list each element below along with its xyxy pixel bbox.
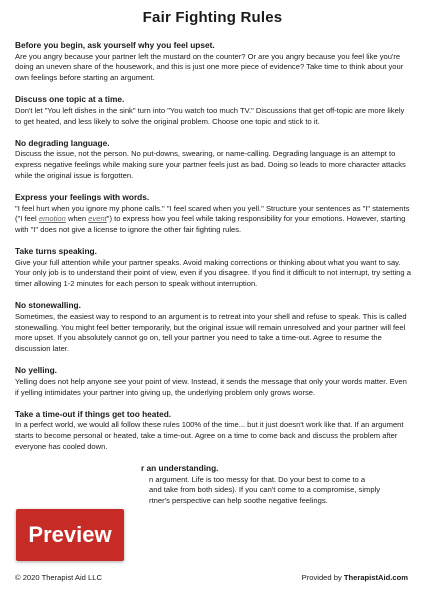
rule-heading: r an understanding. [141,462,219,473]
rule-body-text: when [65,214,89,224]
rule-body-line: n argument. Life is too messy for that. Do your best to come to a [149,474,366,484]
rule-heading: Take a time-out if things get too heated. [15,408,172,419]
rule-one-topic [15,94,412,127]
rule-ask-why [15,40,412,84]
footer-copyright: © 2020 Therapist Aid LLC [15,573,102,582]
footer-provided-by [302,573,408,582]
rule-body: Are you angry because your partner left the mustard on the counter? Or are you angry because you feel like you're doing an uneven share of the housework, and this is just one more piece of evidence? Take time to think about your own feelings before starting an argument. [15,51,404,82]
rule-body: Yelling does not help anyone see your point of view. Instead, it sends the message that only your words matter. Even if yelling intimidates your partner into giving up, the underlying problem only grows worse. [15,376,407,397]
rule-heading: No degrading language. [15,137,110,148]
rule-no-stonewalling [15,300,412,354]
rule-heading: Express your feelings with words. [15,191,150,202]
rule-take-turns [15,246,412,290]
rule-time-out [15,409,412,453]
rule-body-line: and take from both sides). If you can't come to a compromise, simply [149,485,381,495]
rules-list [15,40,412,517]
rule-body-text: ") to express how you feel while taking responsibility for your emotions. However, starting with "I" does not give a license to ignore the other fair fighting rules. [15,214,406,234]
rule-heading: No yelling. [15,365,57,376]
event-placeholder: event [88,214,107,224]
rule-body [15,204,412,236]
emotion-placeholder: emotion [38,214,66,224]
rule-express-feelings [15,192,412,236]
rule-heading: Before you begin, ask yourself why you feel upset. [15,40,215,50]
rule-heading: Take turns speaking. [15,246,97,257]
footer-site-link[interactable]: TherapistAid.com [343,573,408,582]
rule-heading: No stonewalling. [15,300,81,311]
rule-body: In a perfect world, we would all follow these rules 100% of the time... but it just doesn't work like that. If an argument starts to become personal or heated, take a time-out. Agree on a time to come back and discuss the problem after everyone has cooled down. [15,420,404,451]
rule-body: Give your full attention while your partner speaks. Avoid making corrections or thinking about what you want to say. Your only job is to understand their point of view, even if you disagree. If you find it difficult to not interrupt, try setting a timer allowing 1-2 minutes for each person to speak without interruption. [15,257,411,289]
rule-body [141,475,412,507]
preview-badge[interactable]: Preview [16,509,124,561]
rule-no-degrading [15,138,412,182]
rule-no-yelling [15,365,412,398]
page-title: Fair Fighting Rules [142,9,283,26]
rule-body: Don't let "You left dishes in the sink" turn into "You watch too much TV." Discussions that get off-topic are more likely to get heated, and less likely to solve the original problem. Choose one topic and stick to it. [15,105,405,126]
rule-heading: Discuss one topic at a time. [15,94,125,105]
rule-compromise-partial [15,463,412,507]
rule-body-text: "I feel hurt when you ignore my phone calls." "I feel scared when you yell." Structure your sentences as "I" statements ("I feel [15,203,410,224]
rule-body-line: rtner's perspective can help soothe negative feelings. [149,495,328,505]
rule-body: Discuss the issue, not the person. No put-downs, swearing, or name-calling. Degrading language is an attempt to express negative feelings while making sure your partner feels just as bad. Doing so leads to more character attacks while the original issue is forgotten. [15,149,406,180]
rule-body: Sometimes, the easiest way to respond to an argument is to retreat into your shell and refuse to speak. This is called stonewalling. You might feel better temporarily, but the original issue will remain unresolved and your partner will feel more upset. If you absolutely cannot go on, tell your partner you need to take a time-out. Agree to resume the discussion later. [15,311,407,354]
footer-provided-label: Provided by [301,573,344,582]
